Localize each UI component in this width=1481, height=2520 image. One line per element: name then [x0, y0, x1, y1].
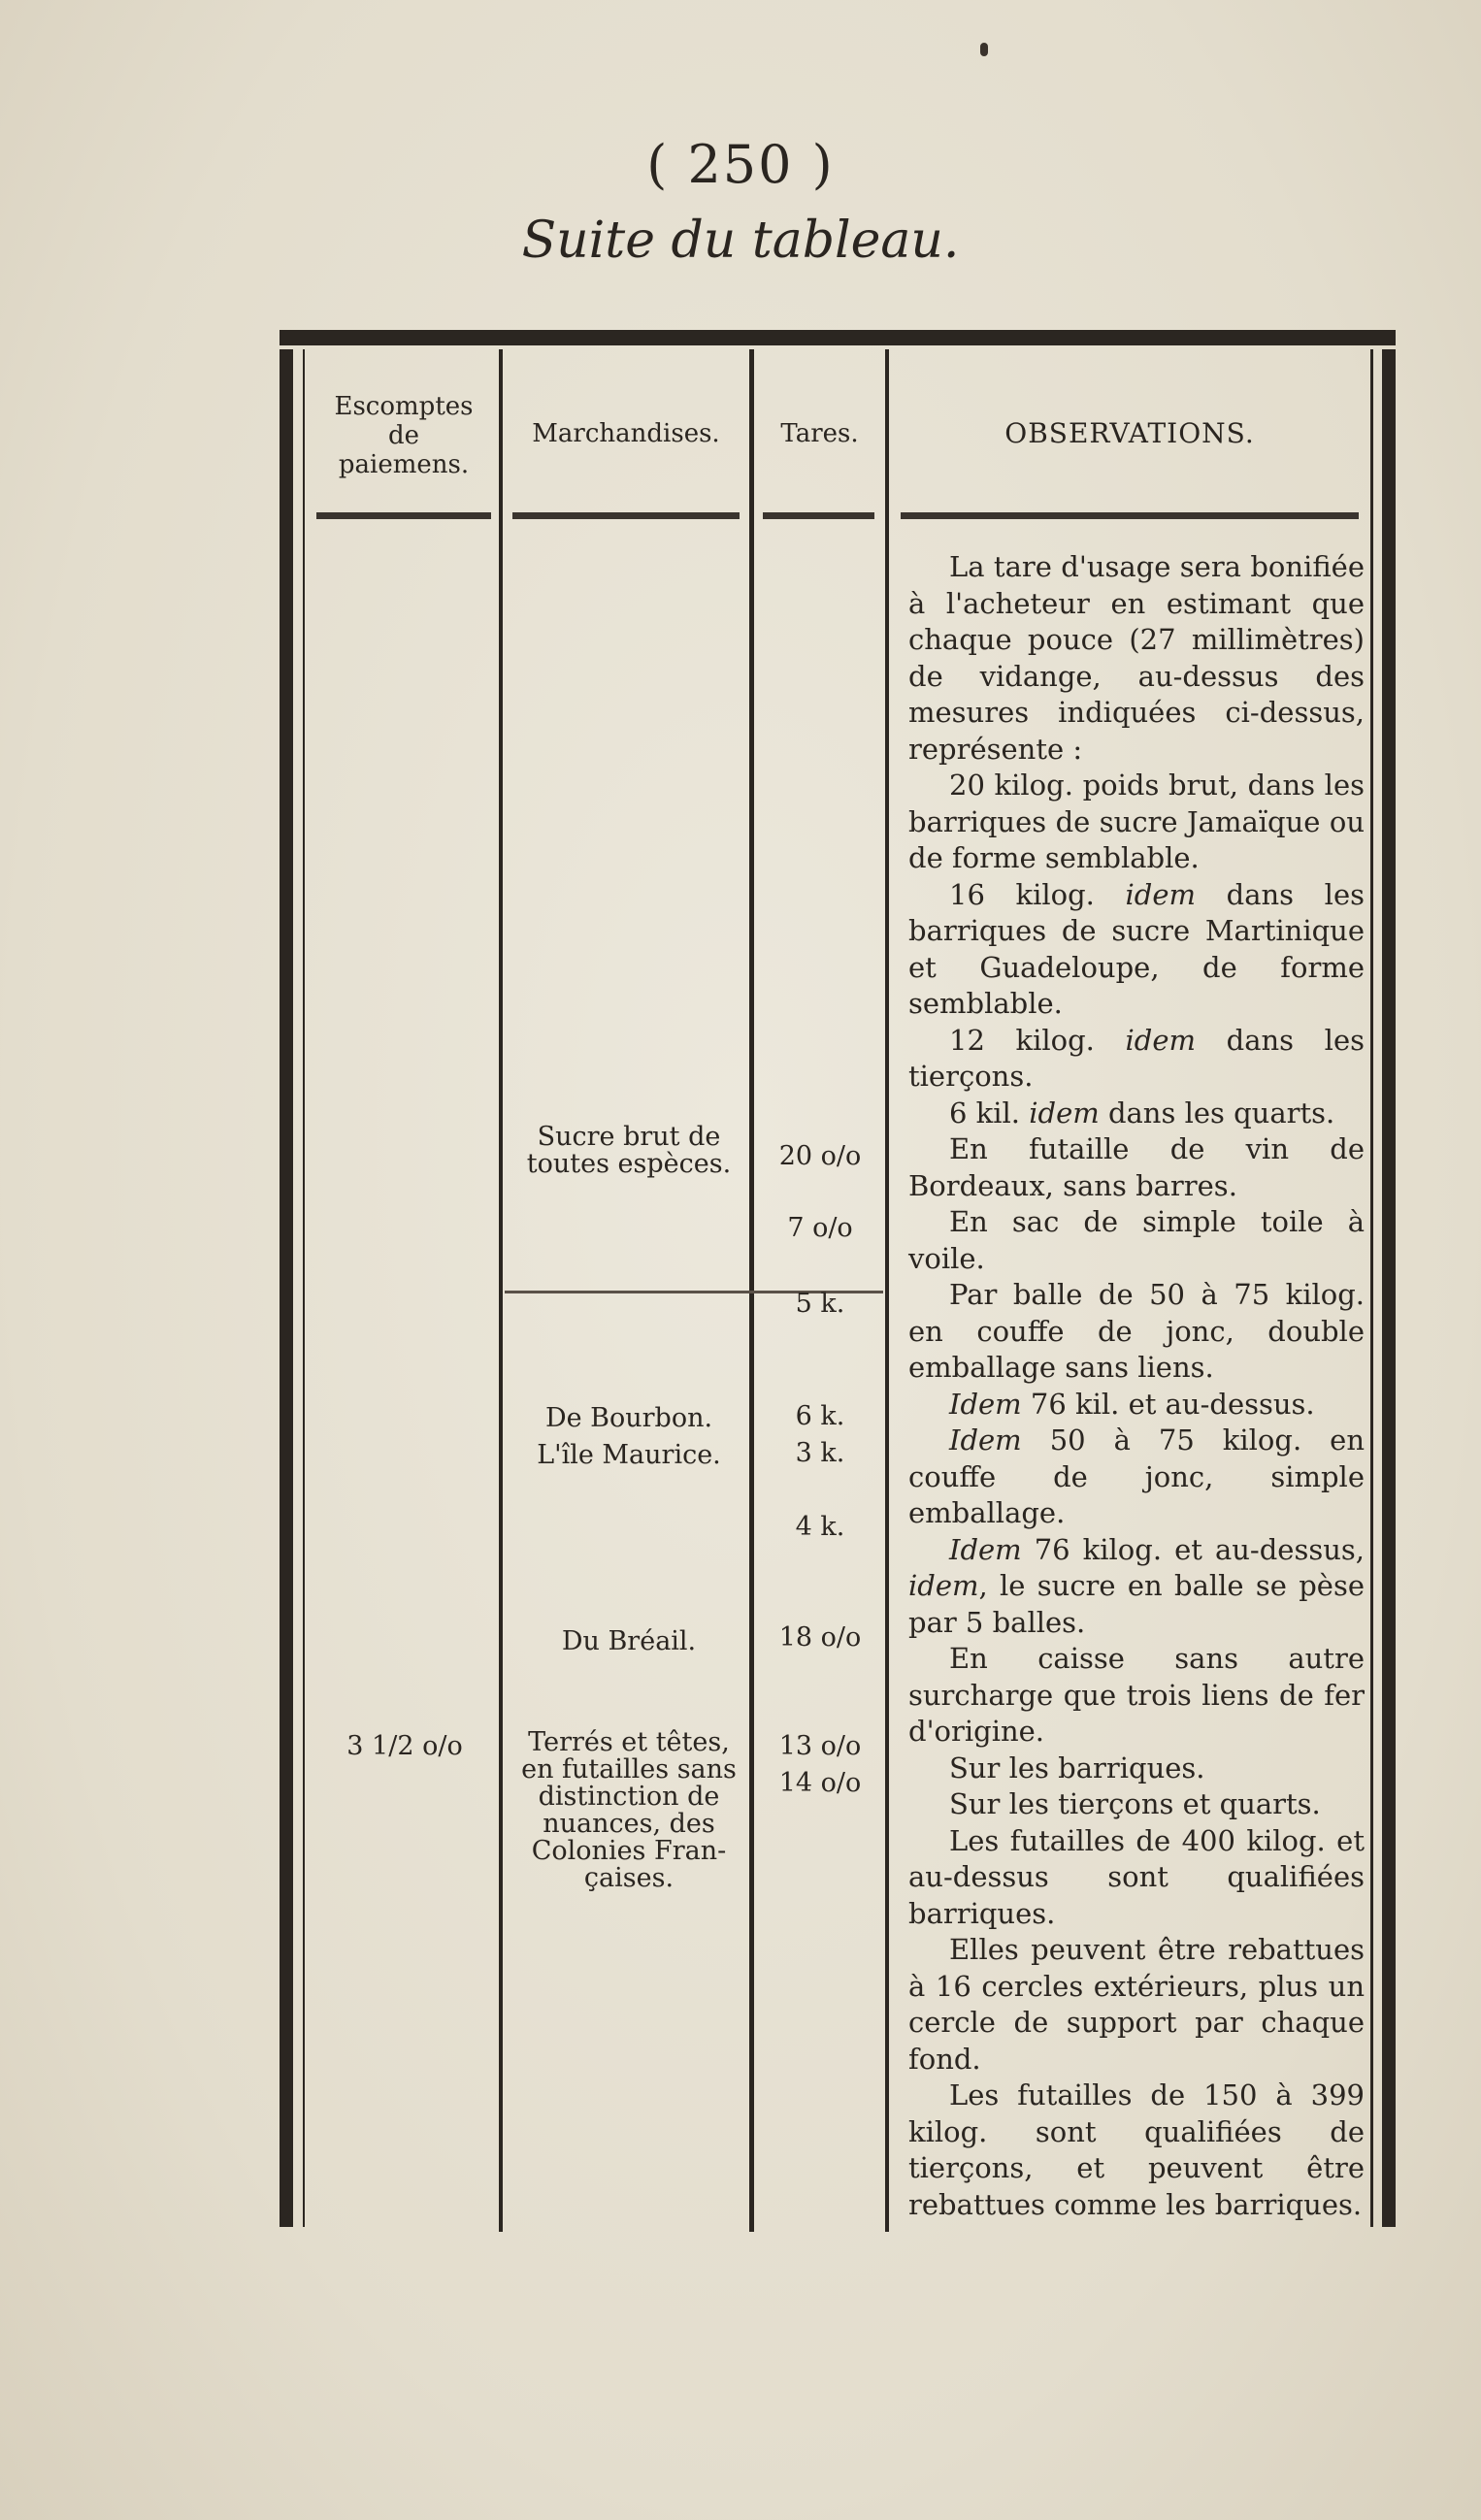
table-right-inner-border: [1370, 349, 1373, 2227]
observation-text: 50 à 75 kilog. en couffe de jonc, simple emballage.: [908, 1424, 1366, 1529]
observation-paragraph: En sac de simple toile à voile.: [908, 1205, 1365, 1275]
observation-italic: idem: [1029, 1096, 1100, 1129]
header-observations: OBSERVATIONS.: [1004, 417, 1255, 449]
observation-paragraph: En futaille de vin de Bordeaux, sans barres.: [908, 1132, 1365, 1202]
merchandise-line: toutes espèces.: [526, 1149, 732, 1179]
observation-paragraph: Par balle de 50 à 75 kilog. en couffe de jonc, double emballage sans liens.: [908, 1278, 1365, 1384]
observation-italic: Idem: [949, 1424, 1022, 1456]
table-left-border: [280, 349, 293, 2227]
observation-italic: idem: [1125, 877, 1197, 911]
column-divider-1: [499, 349, 503, 2232]
observation-paragraph: Sur les barriques.: [949, 1751, 1205, 1784]
merchandise-line: Colonies Fran-: [531, 1836, 727, 1866]
observation-italic: idem: [1125, 1023, 1197, 1057]
observation-paragraph: [908, 1532, 1365, 1642]
observation-paragraph: Les futailles de 400 kilog. et au-dessus sont qualifiées barriques.: [908, 1823, 1365, 1930]
escompte-value: 3 1/2 o/o: [346, 1731, 463, 1761]
observation-paragraph: En caisse sans autre surcharge que trois liens de fer d'origine.: [908, 1642, 1365, 1748]
observation-italic: idem: [908, 1569, 979, 1602]
observation-paragraph: La tare d'usage sera bonifiée à l'acheteur en estimant que chaque pouce (27 millimètres) de vidange, au-dessus des mesures indiquées ci-dessus, représente :: [908, 550, 1365, 766]
merchandise-terres: [514, 1729, 743, 1892]
observation-paragraph: 20 kilog. poids brut, dans les barriques de sucre Jamaïque ou de forme semblable.: [908, 769, 1365, 874]
tare-value: 20 o/o: [778, 1141, 862, 1171]
header-escomptes-line: de: [387, 421, 420, 450]
tare-value: 6 k.: [795, 1401, 845, 1431]
tare-value: 14 o/o: [778, 1768, 862, 1798]
observation-paragraph: [908, 877, 1365, 1023]
observation-paragraph: [908, 1423, 1365, 1532]
tare-value: 5 k.: [795, 1289, 845, 1319]
header-rule: [763, 512, 874, 519]
merchandise-line: çaises.: [583, 1863, 675, 1893]
header-rule: [901, 512, 1359, 519]
observation-text: , le sucre en balle se pèse par 5 balles.: [908, 1569, 1365, 1639]
merchandise-line: Sucre brut de: [537, 1122, 721, 1152]
tariff-table: [280, 330, 1396, 2222]
merchandise-sucre-brut: [514, 1124, 743, 1178]
observation-text: 16 kilog.: [949, 877, 1095, 911]
tare-value: 7 o/o: [787, 1213, 853, 1243]
observation-text: 76 kilog. et au-dessus,: [1034, 1532, 1365, 1566]
ink-spot: [980, 43, 988, 56]
table-title: Suite du tableau.: [521, 212, 960, 270]
header-escomptes-line: paiemens.: [338, 450, 470, 479]
observation-italic: Idem: [949, 1387, 1022, 1421]
observation-paragraph: Les futailles de 150 à 399 kilog. sont qualifiées de tierçons, et peuvent être rebattues comme les barriques.: [908, 2078, 1365, 2221]
merchandise-line: nuances, des: [543, 1809, 715, 1839]
merchandise-line: en futailles sans: [521, 1754, 737, 1784]
observations-text: [908, 549, 1365, 2223]
observation-text: dans les quarts.: [1107, 1096, 1335, 1129]
merchandise-line: Terrés et têtes,: [528, 1727, 730, 1757]
header-tares: Tares.: [780, 419, 859, 448]
observation-text: 6 kil.: [949, 1096, 1021, 1129]
observation-paragraph: Sur les tierçons et quarts.: [949, 1787, 1321, 1820]
tare-value: 13 o/o: [778, 1731, 862, 1761]
table-top-rule: [280, 330, 1396, 345]
table-left-inner-border: [303, 349, 305, 2227]
header-rule: [512, 512, 740, 519]
observation-text: 76 kil. et au-dessus.: [1030, 1387, 1315, 1421]
merchandise-bourbon: De Bourbon.: [544, 1403, 713, 1433]
observation-paragraph: Elles peuvent être rebattues à 16 cercles extérieurs, plus un cercle de support par chaque fond.: [908, 1933, 1365, 2076]
observation-text: 12 kilog.: [949, 1023, 1095, 1057]
observation-paragraph: [908, 1096, 1365, 1132]
header-escomptes: [309, 392, 499, 479]
tare-value: 18 o/o: [778, 1622, 862, 1653]
column-divider-3: [885, 349, 889, 2232]
observation-text: dans les barriques de sucre Martinique et Guadeloupe, de forme semblable.: [908, 877, 1365, 1020]
merchandise-maurice: L'île Maurice.: [537, 1440, 721, 1470]
page-number: ( 250 ): [646, 134, 835, 195]
observation-text: dans les tierçons.: [908, 1023, 1365, 1093]
table-right-border: [1382, 349, 1396, 2227]
merchandise-bresil: Du Bréail.: [561, 1626, 697, 1656]
merchandise-line: distinction de: [538, 1782, 720, 1812]
tare-value: 3 k.: [795, 1438, 845, 1468]
tare-value: 4 k.: [795, 1512, 845, 1542]
header-marchandises: Marchandises.: [532, 419, 720, 448]
observation-italic: Idem: [949, 1532, 1022, 1566]
header-escomptes-line: Escomptes: [334, 392, 474, 421]
observation-paragraph: [908, 1023, 1365, 1096]
observation-paragraph: [908, 1387, 1365, 1424]
header-rule: [316, 512, 491, 519]
